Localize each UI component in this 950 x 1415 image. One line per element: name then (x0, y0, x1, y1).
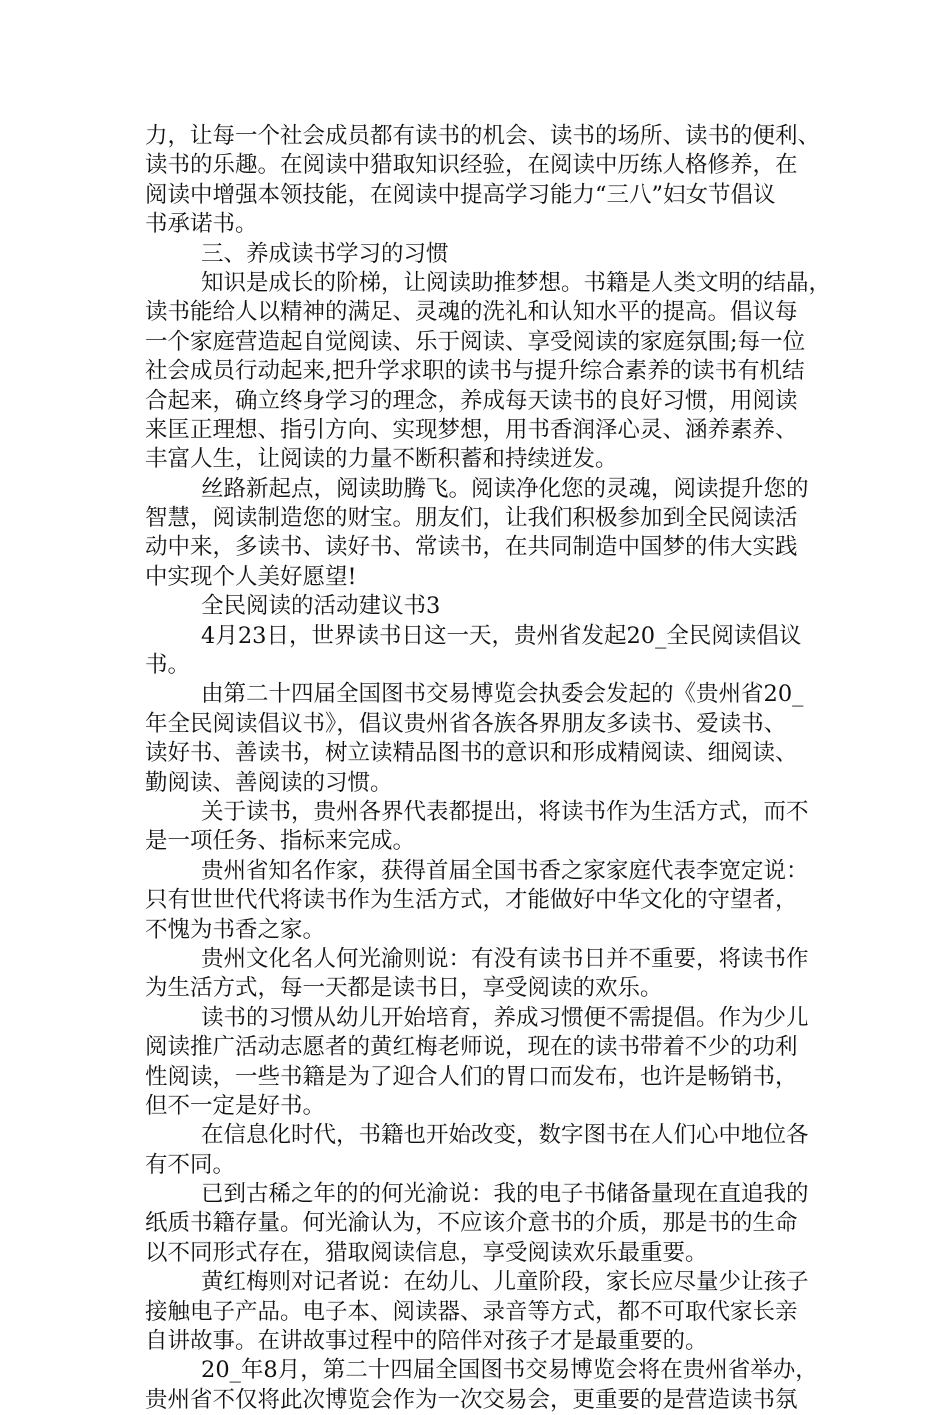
text-line: 4月23日，世界读书日这一天，贵州省发起20_全民阅读倡议 (201, 622, 802, 649)
text-line: 书承诺书。 (145, 211, 258, 238)
text-line: 阅读中增强本领技能，在阅读中提高学习能力“三八”妇女节倡议 (145, 181, 776, 208)
text-line: 接触电子产品。电子本、阅读器、录音等方式，都不可取代家长亲 (145, 1298, 798, 1325)
text-line: 贵州文化名人何光渝则说：有没有读书日并不重要，将读书作 (201, 945, 809, 972)
text-line: 书。 (145, 652, 191, 679)
text-line: 由第二十四届全国图书交易博览会执委会发起的《贵州省20_ (201, 681, 804, 708)
text-line: 知识是成长的阶梯，让阅读助推梦想。书籍是人类文明的结晶， (201, 269, 832, 296)
text-line: 性阅读，一些书籍是为了迎合人们的胃口而发布，也许是畅销书， (145, 1063, 798, 1090)
text-line: 丰富人生，让阅读的力量不断积蓄和持续迸发。 (145, 446, 618, 473)
text-line: 读书的乐趣。在阅读中猎取知识经验，在阅读中历练人格修养，在 (145, 152, 798, 179)
text-line: 社会成员行动起来,把升学求职的读书与提升综合素养的读书有机结 (145, 358, 805, 385)
text-line: 纸质书籍存量。何光渝认为，不应该介意书的介质，那是书的生命 (145, 1210, 798, 1237)
text-line: 读好书、善读书，树立读精品图书的意识和形成精阅读、细阅读、 (145, 740, 798, 767)
document-body (145, 122, 832, 1415)
text-line: 已到古稀之年的的何光渝说：我的电子书储备量现在直追我的 (201, 1181, 809, 1208)
text-line: 读书能给人以精神的满足、灵魂的洗礼和认知水平的提高。倡议每 (145, 299, 798, 326)
text-line: 来匡正理想、指引方向、实现梦想，用书香润泽心灵、涵养素养、 (145, 416, 798, 443)
text-line: 中实现个人美好愿望! (145, 563, 357, 590)
text-line: 关于读书，贵州各界代表都提出，将读书作为生活方式，而不 (201, 798, 809, 825)
text-line: 黄红梅则对记者说：在幼儿、儿童阶段，家长应尽量少让孩子 (201, 1269, 809, 1296)
text-line: 自讲故事。在讲故事过程中的陪伴对孩子才是最重要的。 (145, 1328, 708, 1355)
text-line: 只有世世代代将读书作为生活方式，才能做好中华文化的守望者， (145, 887, 798, 914)
text-line: 贵州省不仅将此次博览会作为一次交易会，更重要的是营造读书氛 (145, 1386, 798, 1413)
text-line: 合起来，确立终身学习的理念，养成每天读书的良好习惯，用阅读 (145, 387, 798, 414)
text-line: 20_年8月，第二十四届全国图书交易博览会将在贵州省举办， (201, 1357, 818, 1384)
text-line: 三、养成读书学习的习惯 (201, 240, 449, 267)
text-line: 读书的习惯从幼儿开始培育，养成习惯便不需提倡。作为少儿 (201, 1004, 809, 1031)
text-line: 力，让每一个社会成员都有读书的机会、读书的场所、读书的便利、 (145, 123, 821, 149)
text-line: 动中来，多读书、读好书、常读书，在共同制造中国梦的伟大实践 (145, 534, 798, 561)
text-line: 为生活方式，每一天都是读书日，享受阅读的欢乐。 (145, 975, 663, 1002)
text-line: 贵州省知名作家，获得首届全国书香之家家庭代表李宽定说： (201, 857, 809, 884)
text-line: 不愧为书香之家。 (145, 916, 326, 943)
text-line: 一个家庭营造起自觉阅读、乐于阅读、享受阅读的家庭氛围;每一位 (145, 328, 806, 355)
text-line: 是一项任务、指标来完成。 (145, 828, 416, 855)
text-line: 全民阅读的活动建议书3 (201, 593, 441, 620)
text-line: 丝路新起点，阅读助腾飞。阅读净化您的灵魂，阅读提升您的 (201, 475, 809, 502)
text-line: 智慧，阅读制造您的财宝。朋友们，让我们积极参加到全民阅读活 (145, 505, 798, 532)
text-line: 但不一定是好书。 (145, 1092, 326, 1119)
text-line: 年全民阅读倡议书》，倡议贵州省各族各界朋友多读书、爱读书、 (145, 710, 787, 737)
text-line: 有不同。 (145, 1151, 236, 1178)
text-line: 以不同形式存在，猎取阅读信息，享受阅读欢乐最重要。 (145, 1239, 708, 1266)
text-line: 阅读推广活动志愿者的黄红梅老师说，现在的读书带着不少的功利 (145, 1034, 798, 1061)
text-line: 勤阅读、善阅读的习惯。 (145, 769, 393, 796)
text-line: 在信息化时代，书籍也开始改变，数字图书在人们心中地位各 (201, 1122, 809, 1149)
